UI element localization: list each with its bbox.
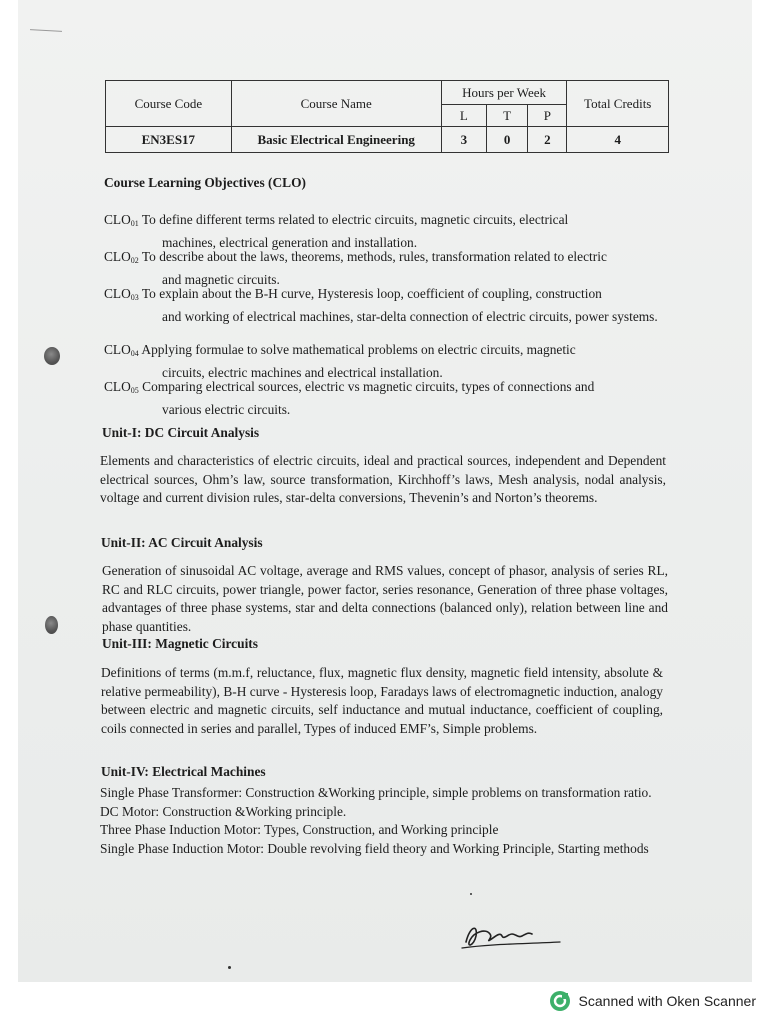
- clo-continuation: and magnetic circuits.: [162, 271, 280, 287]
- unit-4-line: Single Phase Induction Motor: Double revolving field theory and Working Principle, Starting methods: [100, 840, 649, 856]
- cell-L: 3: [441, 127, 486, 153]
- clo-label: CLO: [104, 342, 131, 357]
- clo-text: Comparing electrical sources, electric vs magnetic circuits, types of connections and: [142, 379, 595, 394]
- clo-continuation: various electric circuits.: [162, 401, 291, 417]
- clo-item: [104, 378, 666, 415]
- clo-continuation: and working of electrical machines, star-delta connection of electric circuits, power systems.: [162, 308, 658, 324]
- unit-3-body: Definitions of terms (m.m.f, reluctance, flux, magnetic flux density, magnetic field intensity, absolute & relative permeability), B-H curve - Hysteresis loop, Faradays laws of electromagnetic induction, analogy between electric and magnetic circuits, self inductance and mutual inductance, coefficient of coupling, coils connected in series and parallel, Types of induced EMF’s, Simple problems.: [101, 665, 663, 736]
- clo-number: 04: [130, 349, 139, 358]
- signature: [460, 918, 570, 954]
- header-L: L: [441, 105, 486, 127]
- clo-label: CLO: [104, 249, 131, 264]
- clo-list: [104, 211, 666, 415]
- clo-number: 01: [130, 219, 139, 228]
- clo-continuation: machines, electrical generation and installation.: [162, 234, 418, 250]
- scanner-watermark-text: Scanned with Oken Scanner: [578, 993, 756, 1009]
- clo-label: CLO: [104, 379, 131, 394]
- clo-number: 02: [130, 256, 139, 265]
- unit-2-title: Unit-II: AC Circuit Analysis: [101, 535, 263, 550]
- unit-3-title: Unit-III: Magnetic Circuits: [102, 636, 258, 651]
- unit-1-title: Unit-I: DC Circuit Analysis: [102, 425, 260, 440]
- header-P: P: [528, 105, 567, 127]
- clo-item: [104, 211, 666, 248]
- unit-4-line: DC Motor: Construction &Working principle.: [100, 803, 347, 819]
- clo-number: 03: [130, 293, 139, 302]
- ink-speck: [470, 893, 472, 895]
- unit-4-line: Three Phase Induction Motor: Types, Construction, and Working principle: [100, 822, 499, 837]
- cell-course-name: Basic Electrical Engineering: [231, 127, 441, 153]
- header-course-code: Course Code: [106, 81, 232, 127]
- clo-text: To describe about the laws, theorems, methods, rules, transformation related to electric: [141, 249, 607, 264]
- clo-item: [104, 285, 666, 341]
- cell-P: 2: [528, 127, 567, 153]
- cell-course-code: EN3ES17: [106, 127, 232, 153]
- unit-4-line: Single Phase Transformer: Construction &Working principle, simple problems on transformation ratio.: [100, 785, 652, 800]
- table-row: [106, 127, 669, 153]
- course-table: [105, 80, 669, 153]
- header-course-name: Course Name: [231, 81, 441, 127]
- clo-text: Applying formulae to solve mathematical problems on electric circuits, magnetic: [141, 342, 576, 357]
- clo-label: CLO: [104, 286, 131, 301]
- cell-total-credits: 4: [567, 127, 669, 153]
- unit-4-title: Unit-IV: Electrical Machines: [101, 764, 266, 779]
- header-T: T: [487, 105, 528, 127]
- punch-hole-top: [44, 347, 60, 365]
- oken-scanner-logo-icon: [549, 990, 571, 1012]
- clo-number: 05: [130, 386, 139, 395]
- clo-item: [104, 341, 666, 378]
- clo-item: [104, 248, 666, 285]
- cell-T: 0: [487, 127, 528, 153]
- clo-heading: Course Learning Objectives (CLO): [104, 175, 306, 190]
- unit-2-body: Generation of sinusoidal AC voltage, average and RMS values, concept of phasor, analysis of series RL, RC and RLC circuits, power triangle, power factor, series resonance, Generation of three phase voltages, advantages of three phase systems, star and delta connections (balanced only), relation between line and phase quantities.: [102, 563, 668, 634]
- ink-speck: [228, 966, 231, 969]
- punch-hole-bottom: [45, 616, 58, 634]
- clo-label: CLO: [104, 212, 131, 227]
- unit-4-body: [100, 784, 660, 858]
- header-total-credits: Total Credits: [567, 81, 669, 127]
- header-hours-per-week: Hours per Week: [441, 81, 567, 105]
- scanner-watermark: [549, 990, 756, 1012]
- clo-text: To define different terms related to electric circuits, magnetic circuits, electrical: [141, 212, 569, 227]
- clo-text: To explain about the B-H curve, Hysteresis loop, coefficient of coupling, construction: [141, 286, 602, 301]
- clo-continuation: circuits, electric machines and electrical installation.: [162, 364, 443, 380]
- unit-1-body: Elements and characteristics of electric circuits, ideal and practical sources, independent and Dependent electrical sources, Ohm’s law, source transformation, Kirchhoff’s laws, Mesh analysis, nodal analysis, voltage and current division rules, star-delta conversions, Thevenin’s and Norton’s theorems.: [100, 453, 666, 505]
